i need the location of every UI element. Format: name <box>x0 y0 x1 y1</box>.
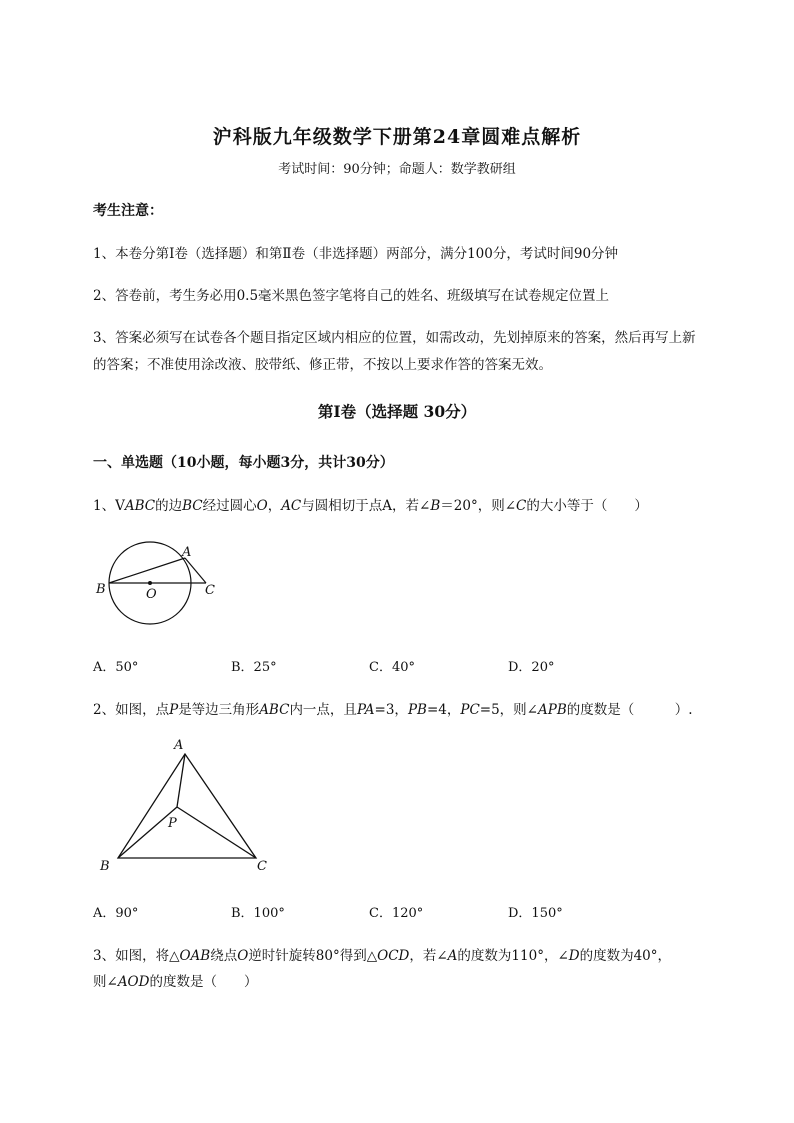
segment-pc <box>177 807 256 858</box>
label-p: P <box>168 816 177 831</box>
question-3-text: 3、如图，将△OAB绕点O逆时针旋转80°得到△OCD，若∠A的度数为110°，∠D的度数为40°， <box>93 948 672 964</box>
notes-heading: 考生注意： <box>93 203 163 219</box>
question-1-figure <box>88 530 228 630</box>
section-title: 第I卷（选择题 30分） <box>317 402 477 421</box>
segment-ac <box>185 558 206 583</box>
question-2-text: 2、如图，点P是等边三角形ABC内一点，且PA=3，PB=4，PC=5，则∠APB的度数是（ ）. <box>93 702 693 718</box>
question-1-text: 1、VABC的边BC经过圆心O，AC与圆相切于点A，若∠B＝20°，则∠C的大小等于（ ） <box>93 498 648 514</box>
note-2: 2、答卷前，考生务必用0.5毫米黑色签字笔将自己的姓名、班级填写在试卷规定位置上 <box>93 288 610 304</box>
label-c: C <box>205 583 215 598</box>
label-b: B <box>96 582 106 597</box>
label-o: O <box>146 587 157 602</box>
label-a: A <box>174 738 184 753</box>
triangle-abc <box>118 754 256 858</box>
segment-pa <box>177 754 185 807</box>
label-b: B <box>100 859 110 874</box>
label-a: A <box>182 545 192 560</box>
note-1: 1、本卷分第I卷（选择题）和第Ⅱ卷（非选择题）两部分，满分100分，考试时间90分钟 <box>93 246 619 262</box>
q1-option-b: B．25° <box>231 660 277 675</box>
segment-ba <box>109 558 185 583</box>
label-c: C <box>257 859 267 874</box>
q2-option-b: B．100° <box>231 906 285 921</box>
section-subtitle: 一、单选题（10小题，每小题3分，共计30分） <box>93 455 394 471</box>
center-point <box>148 581 152 585</box>
note-3: 3、答案必须写在试卷各个题目指定区域内相应的位置，如需改动，先划掉原来的答案，然后再写上新 <box>93 330 696 346</box>
q2-option-d: D．150° <box>508 906 563 921</box>
q2-option-c: C．120° <box>369 906 424 921</box>
q1-option-a: A．50° <box>93 660 139 675</box>
q2-option-a: A．90° <box>93 906 139 921</box>
exam-info: 考试时间：90分钟；命题人：数学教研组 <box>278 162 516 177</box>
note-3-cont: 的答案；不准使用涂改液、胶带纸、修正带，不按以上要求作答的答案无效。 <box>93 357 552 373</box>
page-title: 沪科版九年级数学下册第24章圆难点解析 <box>212 126 582 148</box>
segment-pb <box>118 807 177 858</box>
q1-option-c: C．40° <box>369 660 415 675</box>
question-3-text-line2: 则∠AOD的度数是（ ） <box>93 974 258 990</box>
q1-option-d: D．20° <box>508 660 555 675</box>
question-2-figure <box>90 734 280 879</box>
